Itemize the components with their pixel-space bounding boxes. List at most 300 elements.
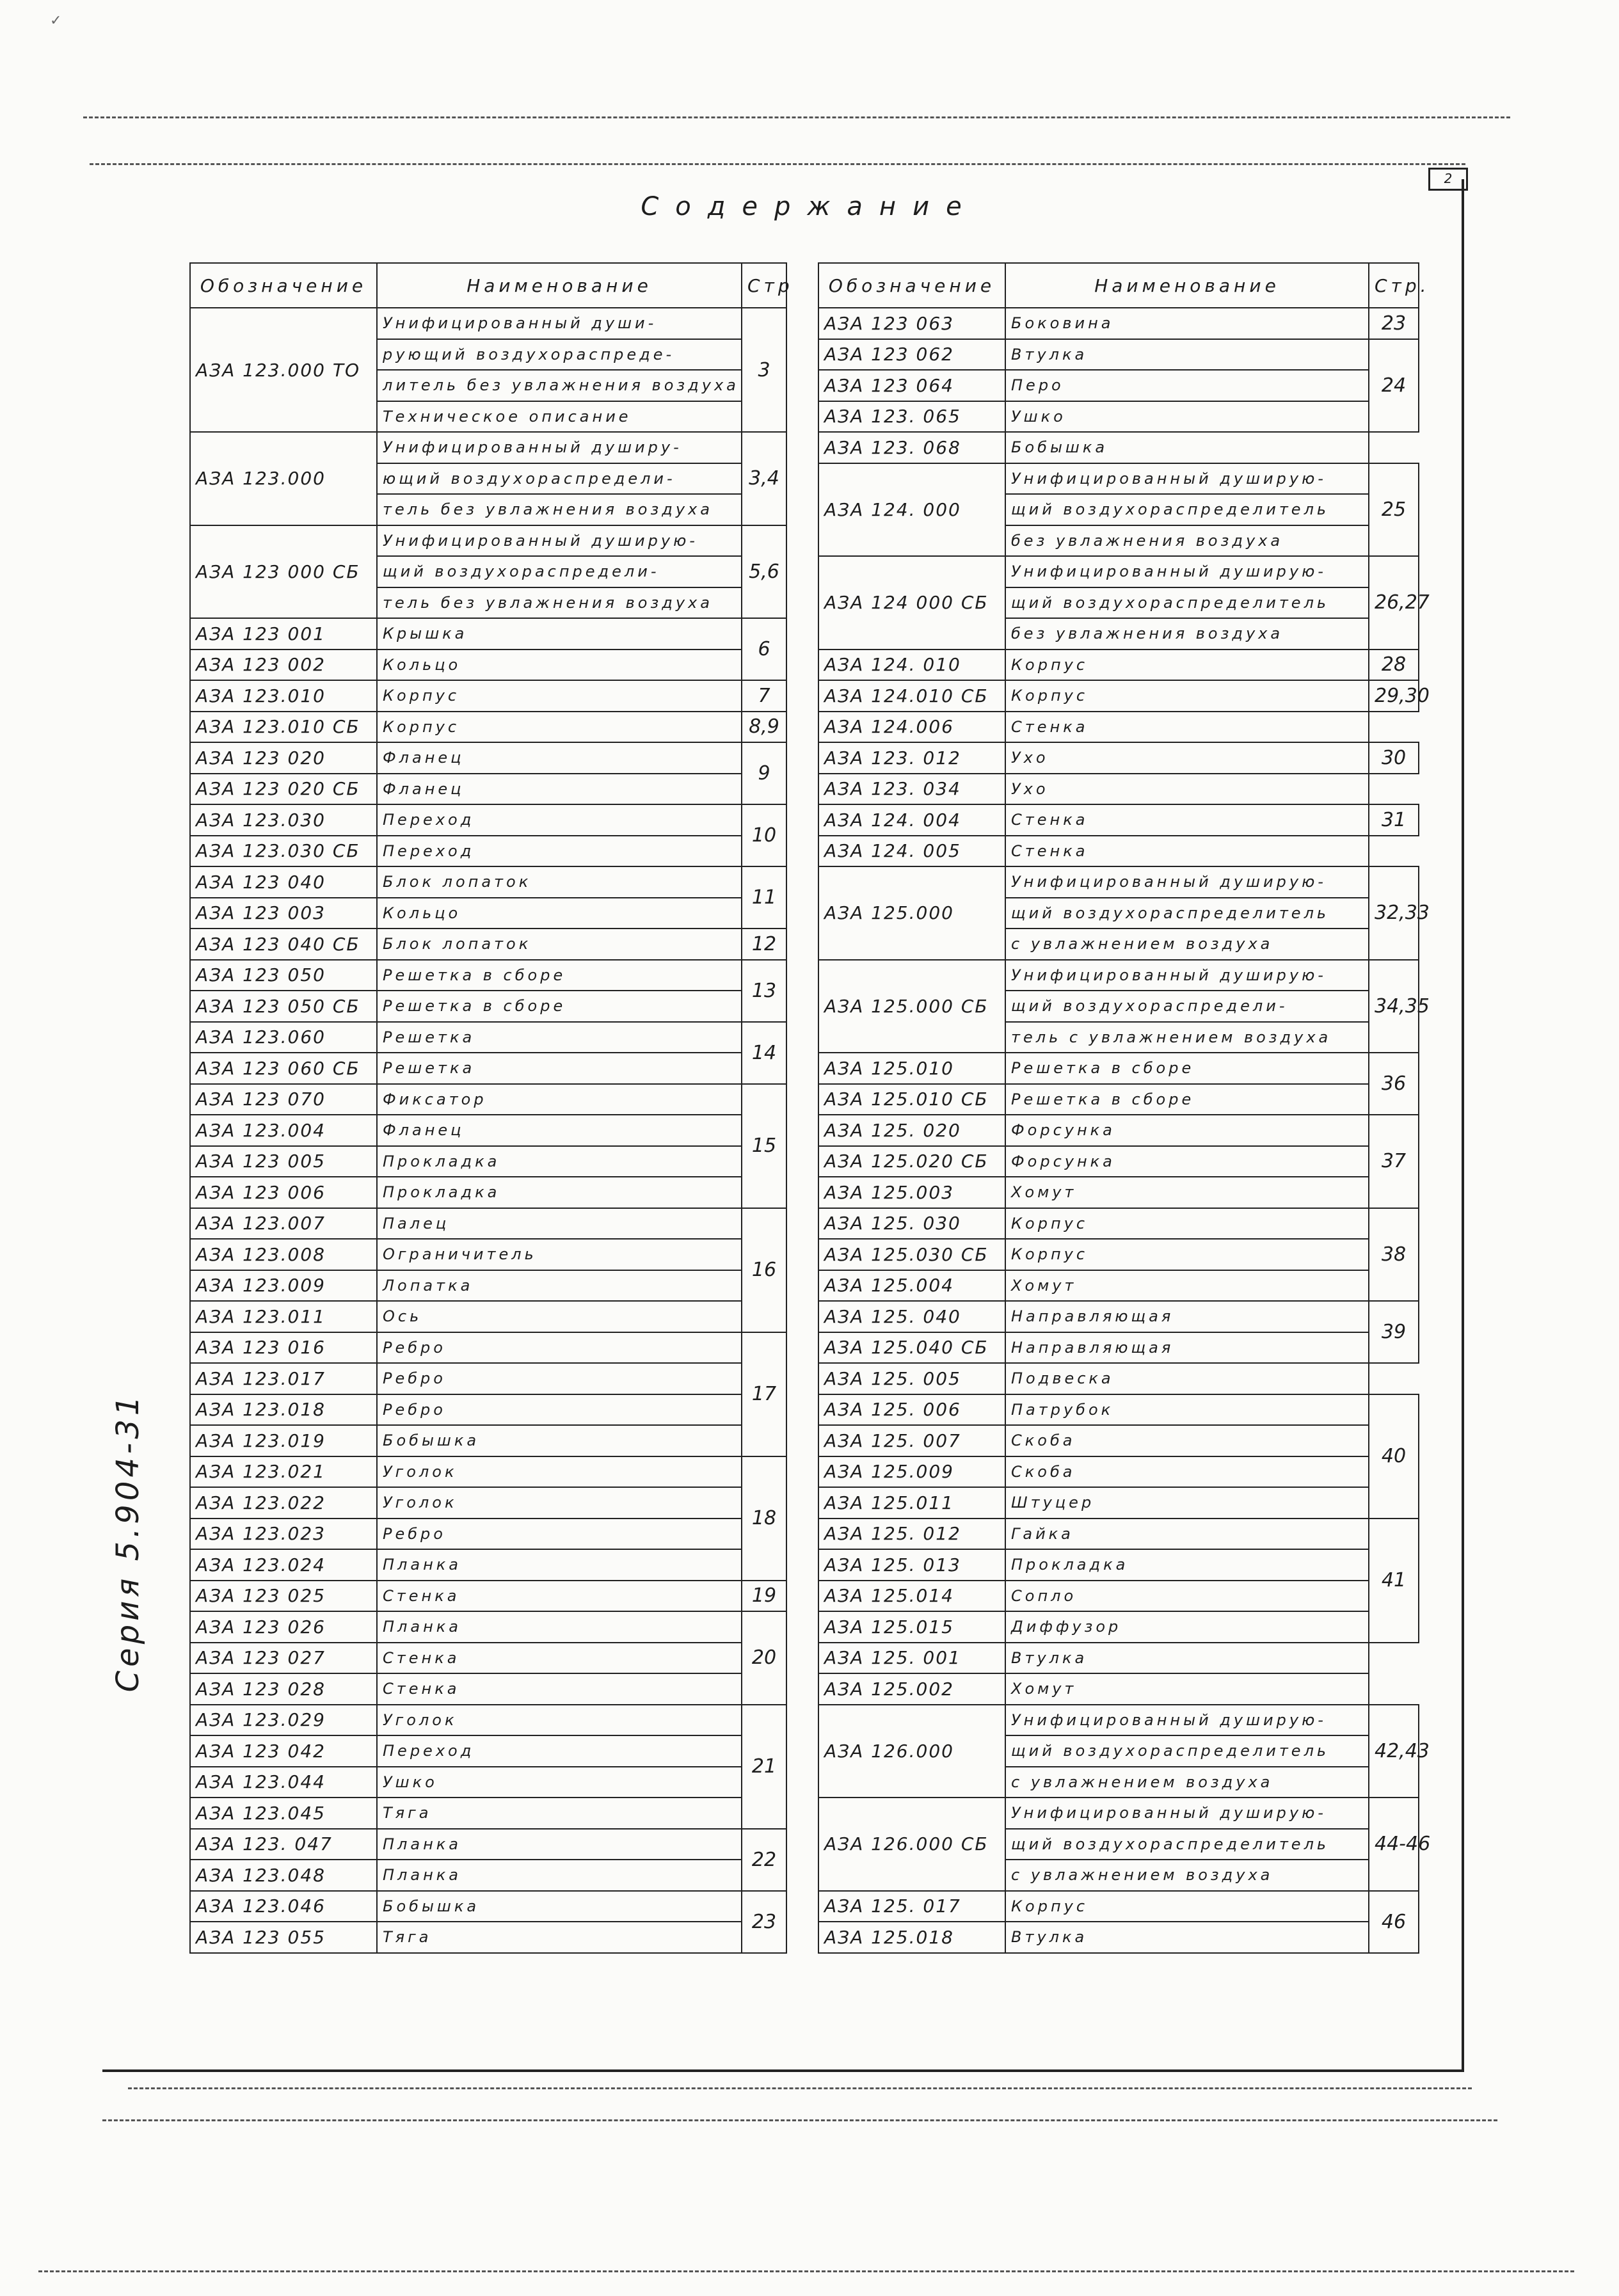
name-cell: Перо — [1005, 370, 1369, 401]
page-cell: 46 — [1369, 1891, 1419, 1953]
table-row — [190, 1643, 786, 1674]
name-cell: Бобышка — [1005, 432, 1369, 463]
table-row — [818, 1146, 1419, 1177]
name-cell: Корпус — [377, 712, 742, 743]
page-cell: 17 — [742, 1332, 786, 1456]
name-cell: Унифицированный душирую- — [1005, 556, 1369, 587]
table-row — [818, 463, 1419, 495]
designation-cell: АЗА 123.019 — [190, 1425, 377, 1456]
table-row — [818, 712, 1419, 743]
table-row — [190, 1860, 786, 1891]
table-row — [818, 1239, 1419, 1270]
table-row — [818, 1425, 1419, 1456]
name-cell: Ось — [377, 1301, 742, 1332]
designation-cell: АЗА 123.060 — [190, 1022, 377, 1053]
name-cell: тель без увлажнения воздуха — [377, 494, 742, 525]
designation-cell: АЗА 123.022 — [190, 1487, 377, 1519]
designation-cell: АЗА 125.000 — [818, 866, 1005, 960]
designation-cell: АЗА 124.010 СБ — [818, 680, 1005, 712]
designation-cell: АЗА 125.000 СБ — [818, 960, 1005, 1053]
designation-cell: АЗА 125. 020 — [818, 1115, 1005, 1146]
designation-cell: АЗА 123.029 — [190, 1705, 377, 1736]
name-cell: Скоба — [1005, 1425, 1369, 1456]
table-row — [190, 432, 786, 463]
name-cell: Ребро — [377, 1519, 742, 1550]
table-row — [190, 1363, 786, 1394]
name-cell: щий воздухораспределитель — [1005, 1829, 1369, 1860]
table-row — [818, 1643, 1419, 1674]
designation-cell: АЗА 125. 040 — [818, 1301, 1005, 1332]
table-row — [818, 1798, 1419, 1829]
designation-cell: АЗА 123. 065 — [818, 401, 1005, 433]
designation-cell: АЗА 125. 013 — [818, 1549, 1005, 1581]
page-cell: 20 — [742, 1611, 786, 1705]
name-cell: Ребро — [377, 1363, 742, 1394]
name-cell: Унифицированный душирую- — [377, 525, 742, 557]
name-cell: Ухо — [1005, 774, 1369, 805]
table-row — [818, 960, 1419, 991]
name-cell: Решетка в сборе — [1005, 1053, 1369, 1084]
designation-cell: АЗА 124. 000 — [818, 463, 1005, 557]
table-row — [190, 774, 786, 805]
table-row — [190, 1829, 786, 1860]
name-cell: Прокладка — [1005, 1549, 1369, 1581]
page-cell: 21 — [742, 1705, 786, 1829]
designation-cell: АЗА 123.024 — [190, 1549, 377, 1581]
page-cell: 5,6 — [742, 525, 786, 619]
designation-cell: АЗА 126.000 СБ — [818, 1798, 1005, 1891]
name-cell: Палец — [377, 1208, 742, 1240]
designation-cell: АЗА 125.030 СБ — [818, 1239, 1005, 1270]
table-row — [190, 898, 786, 929]
page-cell: 30 — [1369, 742, 1419, 774]
designation-cell: АЗА 123. 047 — [190, 1829, 377, 1860]
name-cell: Прокладка — [377, 1146, 742, 1177]
table-row — [190, 1549, 786, 1581]
table-row — [190, 680, 786, 712]
designation-cell: АЗА 123 063 — [818, 308, 1005, 339]
designation-cell: АЗА 125.040 СБ — [818, 1332, 1005, 1364]
table-row — [818, 1519, 1419, 1550]
name-cell: Фланец — [377, 774, 742, 805]
table-row — [818, 1922, 1419, 1953]
contents-table-right-body — [818, 308, 1431, 1953]
designation-cell: АЗА 123 028 — [190, 1673, 377, 1705]
designation-cell: АЗА 123.018 — [190, 1394, 377, 1426]
name-cell: Планка — [377, 1611, 742, 1643]
table-row — [190, 866, 786, 898]
page-cell: 40 — [1369, 1394, 1419, 1519]
designation-cell: АЗА 125.010 — [818, 1053, 1005, 1084]
contents-table-right — [818, 262, 1431, 1954]
table-row — [190, 1208, 786, 1240]
name-cell: Хомут — [1005, 1673, 1369, 1705]
designation-cell: АЗА 123 002 — [190, 650, 377, 681]
name-cell: ющий воздухораспредели- — [377, 463, 742, 495]
table-row — [818, 1208, 1419, 1240]
designation-cell: АЗА 123.023 — [190, 1519, 377, 1550]
designation-cell: АЗА 123 000 СБ — [190, 525, 377, 619]
table-row — [818, 370, 1419, 401]
name-cell: Техническое описание — [377, 401, 742, 433]
designation-cell: АЗА 125. 006 — [818, 1394, 1005, 1426]
table-row — [190, 1084, 786, 1115]
name-cell: Фланец — [377, 1115, 742, 1146]
column-header-page: Стр — [742, 263, 786, 308]
designation-cell: АЗА 124. 005 — [818, 836, 1005, 867]
name-cell: щий воздухораспредели- — [377, 556, 742, 587]
name-cell: Переход — [377, 804, 742, 836]
contents-table-left-body — [190, 308, 786, 1953]
table-row — [818, 1270, 1419, 1302]
name-cell: Унифицированный душирую- — [1005, 1798, 1369, 1829]
table-row — [818, 1611, 1419, 1643]
designation-cell: АЗА 123.048 — [190, 1860, 377, 1891]
designation-cell: АЗА 123 026 — [190, 1611, 377, 1643]
name-cell: Корпус — [1005, 1239, 1369, 1270]
table-row — [190, 1798, 786, 1829]
page-cell: 3,4 — [742, 432, 786, 525]
designation-cell: АЗА 123.009 — [190, 1270, 377, 1302]
scan-bottom-dashed-line-1 — [128, 2087, 1472, 2089]
table-header-row — [818, 263, 1419, 308]
table-row — [190, 1332, 786, 1364]
name-cell: тель без увлажнения воздуха — [377, 587, 742, 619]
name-cell: Ушко — [377, 1767, 742, 1798]
table-row — [190, 525, 786, 557]
designation-cell: АЗА 123 020 СБ — [190, 774, 377, 805]
designation-cell: АЗА 123 050 СБ — [190, 991, 377, 1022]
table-row — [818, 401, 1419, 433]
table-row — [818, 836, 1419, 867]
name-cell: Гайка — [1005, 1519, 1369, 1550]
table-row — [818, 1363, 1419, 1394]
designation-cell: АЗА 125.009 — [818, 1456, 1005, 1488]
designation-cell: АЗА 123. 012 — [818, 742, 1005, 774]
name-cell: Тяга — [377, 1922, 742, 1953]
designation-cell: АЗА 125. 005 — [818, 1363, 1005, 1394]
table-row — [190, 1705, 786, 1736]
page-cell: 7 — [742, 680, 786, 712]
page-cell: 37 — [1369, 1115, 1419, 1208]
name-cell: с увлажнением воздуха — [1005, 1767, 1369, 1798]
name-cell: Патрубок — [1005, 1394, 1369, 1426]
name-cell: Решетка — [377, 1022, 742, 1053]
name-cell: Решетка в сборе — [377, 991, 742, 1022]
designation-cell: АЗА 123.000 ТО — [190, 308, 377, 432]
page-cell: 39 — [1369, 1301, 1419, 1363]
designation-cell: АЗА 123 055 — [190, 1922, 377, 1953]
name-cell: щий воздухораспределитель — [1005, 587, 1369, 619]
name-cell: Бобышка — [377, 1425, 742, 1456]
name-cell: щий воздухораспределитель — [1005, 898, 1369, 929]
table-row — [190, 618, 786, 650]
name-cell: тель с увлажнением воздуха — [1005, 1022, 1369, 1053]
name-cell: щий воздухораспредели- — [1005, 991, 1369, 1022]
page-cell: 23 — [1369, 308, 1419, 339]
table-row — [190, 1891, 786, 1922]
page-number: 2 — [1428, 168, 1468, 191]
table-row — [818, 339, 1419, 371]
page-cell: 3 — [742, 308, 786, 432]
table-row — [818, 804, 1419, 836]
page-cell: 38 — [1369, 1208, 1419, 1302]
name-cell: Решетка в сборе — [377, 960, 742, 991]
designation-cell: АЗА 123.044 — [190, 1767, 377, 1798]
page-cell: 12 — [742, 929, 786, 960]
designation-cell: АЗА 125.018 — [818, 1922, 1005, 1953]
table-row — [190, 1767, 786, 1798]
table-row — [190, 1115, 786, 1146]
name-cell: Ухо — [1005, 742, 1369, 774]
table-row — [818, 1301, 1419, 1332]
name-cell: Унифицированный душирую- — [1005, 463, 1369, 495]
designation-cell: АЗА 123.021 — [190, 1456, 377, 1488]
table-row — [190, 1239, 786, 1270]
table-row — [190, 1425, 786, 1456]
designation-cell: АЗА 124 000 СБ — [818, 556, 1005, 650]
table-row — [190, 1301, 786, 1332]
designation-cell: АЗА 125.003 — [818, 1177, 1005, 1208]
name-cell: Подвеска — [1005, 1363, 1369, 1394]
name-cell: Унифицированный душирую- — [1005, 960, 1369, 991]
name-cell: Прокладка — [377, 1177, 742, 1208]
name-cell: Унифицированный душирую- — [1005, 1705, 1369, 1736]
designation-cell: АЗА 126.000 — [818, 1705, 1005, 1798]
table-row — [818, 866, 1419, 898]
table-row — [190, 1611, 786, 1643]
name-cell: Стенка — [1005, 712, 1369, 743]
name-cell: Уголок — [377, 1487, 742, 1519]
name-cell: Блок лопаток — [377, 929, 742, 960]
designation-cell: АЗА 123.030 СБ — [190, 836, 377, 867]
page-cell: 28 — [1369, 650, 1419, 681]
designation-cell: АЗА 123. 068 — [818, 432, 1005, 463]
table-row — [190, 712, 786, 743]
designation-cell: АЗА 125. 007 — [818, 1425, 1005, 1456]
name-cell: с увлажнением воздуха — [1005, 1860, 1369, 1891]
page-cell: 8,9 — [742, 712, 786, 743]
designation-cell: АЗА 123.017 — [190, 1363, 377, 1394]
name-cell: Стенка — [377, 1643, 742, 1674]
column-header-designation: Обозначение — [190, 263, 377, 308]
page-cell: 15 — [742, 1084, 786, 1208]
scan-top-dashed-line-1 — [83, 116, 1510, 118]
table-row — [818, 556, 1419, 587]
name-cell: Корпус — [377, 680, 742, 712]
designation-cell: АЗА 123.045 — [190, 1798, 377, 1829]
name-cell: Форсунка — [1005, 1115, 1369, 1146]
table-row — [818, 742, 1419, 774]
name-cell: Стенка — [377, 1581, 742, 1612]
scan-bottom-dashed-line-3 — [38, 2270, 1574, 2272]
designation-cell: АЗА 123.007 — [190, 1208, 377, 1240]
page-cell: 16 — [742, 1208, 786, 1332]
name-cell: Блок лопаток — [377, 866, 742, 898]
table-row — [190, 1581, 786, 1612]
designation-cell: АЗА 123 040 СБ — [190, 929, 377, 960]
name-cell: Решетка — [377, 1053, 742, 1084]
page-cell: 44-46 — [1369, 1798, 1419, 1891]
table-row — [818, 1581, 1419, 1612]
name-cell: Решетка в сборе — [1005, 1084, 1369, 1115]
name-cell: Кольцо — [377, 650, 742, 681]
designation-cell: АЗА 123.004 — [190, 1115, 377, 1146]
name-cell: Направляющая — [1005, 1332, 1369, 1364]
name-cell: Хомут — [1005, 1270, 1369, 1302]
designation-cell: АЗА 123.008 — [190, 1239, 377, 1270]
page-cell: 6 — [742, 618, 786, 680]
name-cell: Корпус — [1005, 680, 1369, 712]
name-cell: с увлажнением воздуха — [1005, 929, 1369, 960]
page-cell: 29,30 — [1369, 680, 1419, 712]
name-cell: щий воздухораспределитель — [1005, 494, 1369, 525]
page-cell: 32,33 — [1369, 866, 1419, 960]
designation-cell: АЗА 123. 034 — [818, 774, 1005, 805]
name-cell: Корпус — [1005, 1891, 1369, 1922]
name-cell: Втулка — [1005, 1922, 1369, 1953]
designation-cell: АЗА 124. 010 — [818, 650, 1005, 681]
scan-top-dashed-line-2 — [90, 163, 1465, 165]
name-cell: Фиксатор — [377, 1084, 742, 1115]
name-cell: Форсунка — [1005, 1146, 1369, 1177]
table-row — [818, 1115, 1419, 1146]
designation-cell: АЗА 123.010 СБ — [190, 712, 377, 743]
name-cell: Диффузор — [1005, 1611, 1369, 1643]
table-row — [190, 1922, 786, 1953]
designation-cell: АЗА 123.011 — [190, 1301, 377, 1332]
name-cell: Уголок — [377, 1705, 742, 1736]
table-row — [818, 1891, 1419, 1922]
column-header-name: Наименование — [377, 263, 742, 308]
designation-cell: АЗА 123 070 — [190, 1084, 377, 1115]
name-cell: Сопло — [1005, 1581, 1369, 1612]
table-row — [818, 1673, 1419, 1705]
table-row — [190, 742, 786, 774]
table-row — [818, 1705, 1419, 1736]
table-row — [818, 308, 1419, 339]
designation-cell: АЗА 123 060 СБ — [190, 1053, 377, 1084]
designation-cell: АЗА 124. 004 — [818, 804, 1005, 836]
page-cell: 41 — [1369, 1519, 1419, 1643]
table-row — [818, 1394, 1419, 1426]
name-cell: Скоба — [1005, 1456, 1369, 1488]
table-row — [190, 804, 786, 836]
designation-cell: АЗА 125. 012 — [818, 1519, 1005, 1550]
table-row — [190, 650, 786, 681]
page-cell: 36 — [1369, 1053, 1419, 1115]
name-cell: Стенка — [377, 1673, 742, 1705]
name-cell: Корпус — [1005, 1208, 1369, 1240]
table-row — [818, 1053, 1419, 1084]
name-cell: Стенка — [1005, 804, 1369, 836]
series-stamp — [90, 1392, 166, 1693]
designation-cell: АЗА 125.014 — [818, 1581, 1005, 1612]
name-cell: щий воздухораспределитель — [1005, 1735, 1369, 1767]
name-cell: Боковина — [1005, 308, 1369, 339]
name-cell: без увлажнения воздуха — [1005, 618, 1369, 650]
page-cell: 19 — [742, 1581, 786, 1612]
table-row — [190, 1735, 786, 1767]
designation-cell: АЗА 123.030 — [190, 804, 377, 836]
designation-cell: АЗА 123 062 — [818, 339, 1005, 371]
designation-cell: АЗА 123 003 — [190, 898, 377, 929]
name-cell: Планка — [377, 1860, 742, 1891]
table-row — [190, 836, 786, 867]
name-cell: Направляющая — [1005, 1301, 1369, 1332]
designation-cell: АЗА 123 001 — [190, 618, 377, 650]
designation-cell: АЗА 123 064 — [818, 370, 1005, 401]
page-cell: 34,35 — [1369, 960, 1419, 1053]
table-row — [190, 1146, 786, 1177]
designation-cell: АЗА 125.004 — [818, 1270, 1005, 1302]
table-row — [190, 1053, 786, 1084]
designation-cell: АЗА 125. 030 — [818, 1208, 1005, 1240]
designation-cell: АЗА 125.020 СБ — [818, 1146, 1005, 1177]
designation-cell: АЗА 125.002 — [818, 1673, 1005, 1705]
table-row — [818, 1177, 1419, 1208]
table-row — [190, 1022, 786, 1053]
designation-cell: АЗА 123 042 — [190, 1735, 377, 1767]
table-row — [190, 1270, 786, 1302]
table-row — [818, 432, 1419, 463]
table-row — [190, 1519, 786, 1550]
table-row — [190, 1394, 786, 1426]
name-cell: литель без увлажнения воздуха — [377, 370, 742, 401]
page-cell: 9 — [742, 742, 786, 804]
page-cell: 24 — [1369, 339, 1419, 433]
table-row — [818, 1456, 1419, 1488]
column-header-page: Стр. — [1369, 263, 1419, 308]
name-cell: рующий воздухораспреде- — [377, 339, 742, 371]
name-cell: Крышка — [377, 618, 742, 650]
table-row — [190, 1673, 786, 1705]
name-cell: Унифицированный душирую- — [1005, 866, 1369, 898]
table-row — [818, 1549, 1419, 1581]
name-cell: Ушко — [1005, 401, 1369, 433]
page-cell: 11 — [742, 866, 786, 929]
page-cell: 14 — [742, 1022, 786, 1084]
page-cell: 22 — [742, 1829, 786, 1891]
name-cell: Планка — [377, 1829, 742, 1860]
designation-cell: АЗА 125.011 — [818, 1487, 1005, 1519]
designation-cell: АЗА 124.006 — [818, 712, 1005, 743]
table-row — [190, 1456, 786, 1488]
designation-cell: АЗА 123 040 — [190, 866, 377, 898]
name-cell: Планка — [377, 1549, 742, 1581]
scan-bottom-dashed-line-2 — [102, 2119, 1497, 2121]
designation-cell: АЗА 123.046 — [190, 1891, 377, 1922]
designation-cell: АЗА 123 016 — [190, 1332, 377, 1364]
name-cell: Втулка — [1005, 1643, 1369, 1674]
name-cell: Переход — [377, 1735, 742, 1767]
page-cell: 26,27 — [1369, 556, 1419, 650]
table-row — [818, 774, 1419, 805]
page-cell: 25 — [1369, 463, 1419, 557]
page-cell: 23 — [742, 1891, 786, 1953]
name-cell: Корпус — [1005, 650, 1369, 681]
name-cell: Фланец — [377, 742, 742, 774]
name-cell: Унифицированный душиру- — [377, 432, 742, 463]
table-row — [190, 991, 786, 1022]
designation-cell: АЗА 125. 017 — [818, 1891, 1005, 1922]
table-row — [190, 1487, 786, 1519]
name-cell: Лопатка — [377, 1270, 742, 1302]
table-row — [190, 929, 786, 960]
table-header-row — [190, 263, 786, 308]
table-row — [818, 1332, 1419, 1364]
name-cell: Кольцо — [377, 898, 742, 929]
